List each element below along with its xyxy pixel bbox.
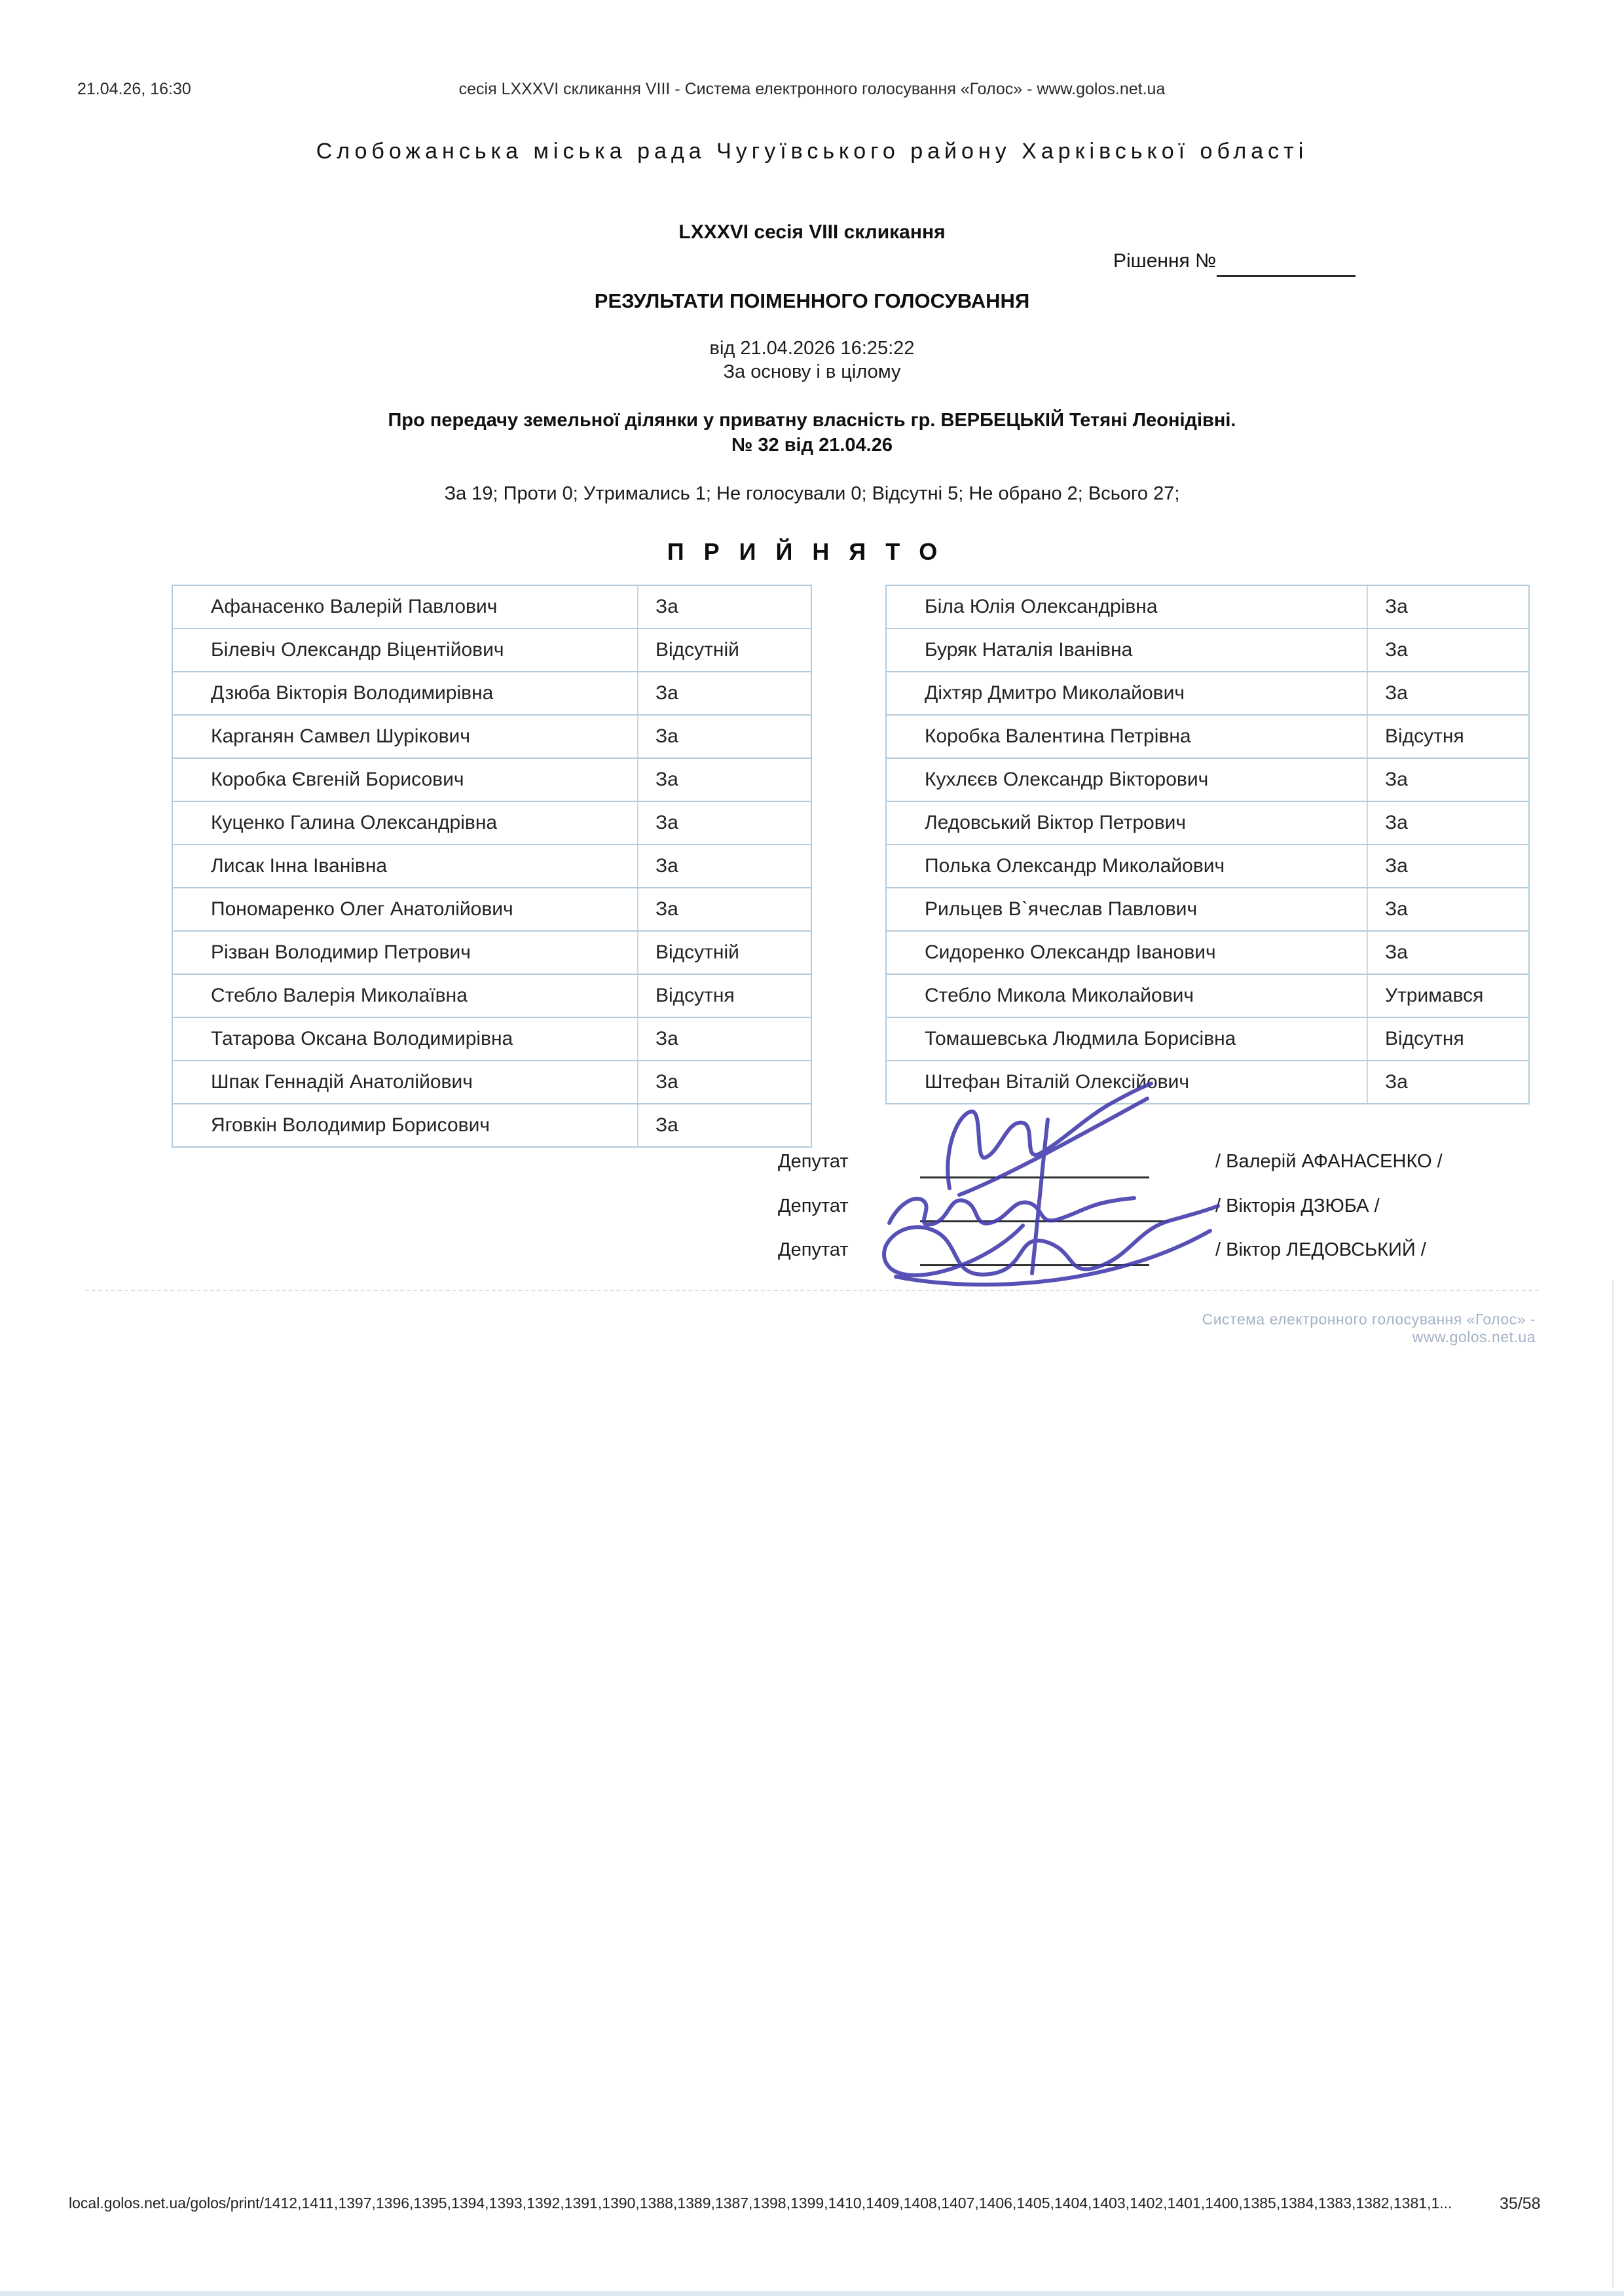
deputy-name: Куценко Галина Олександрівна [173, 802, 638, 844]
vote-value: За [655, 1071, 678, 1093]
deputy-name: Різван Володимир Петрович [173, 932, 638, 974]
table-row [887, 801, 1528, 844]
deputy-name: Афанасенко Валерій Павлович [173, 586, 638, 628]
deputy-name: Татарова Оксана Володимирівна [173, 1018, 638, 1060]
table-row [887, 628, 1528, 671]
table-row [173, 801, 811, 844]
table-row [173, 628, 811, 671]
vote-datetime: від 21.04.2026 16:25:22 [709, 338, 915, 359]
table-row [887, 974, 1528, 1017]
deputy-name: Сидоренко Олександр Іванович [887, 932, 1368, 974]
vote-table-right [885, 585, 1530, 1104]
decision-number-blank-line [1217, 275, 1356, 277]
deputy-name: Стебло Микола Миколайович [887, 975, 1368, 1017]
vote-value: За [655, 812, 678, 833]
vote-value: За [655, 855, 678, 877]
deputy-name: Томашевська Людмила Борисівна [887, 1018, 1368, 1060]
watermark-text: Система електронного голосування «Голос» - www.golos.net.ua [1202, 1311, 1536, 1345]
vote-value: За [1385, 1071, 1408, 1093]
deputy-name: Дзюба Вікторія Володимирівна [173, 672, 638, 714]
results-title: РЕЗУЛЬТАТИ ПОІМЕННОГО ГОЛОСУВАННЯ [594, 289, 1030, 312]
page-right-edge [1612, 1280, 1614, 2288]
vote-value: За [1385, 769, 1408, 790]
deputy-name: Кухлєєв Олександр Вікторович [887, 759, 1368, 801]
vote-value: Відсутній [655, 941, 739, 963]
deputy-name: Полька Олександр Миколайович [887, 845, 1368, 887]
deputy-name: Стебло Валерія Миколаївна [173, 975, 638, 1017]
totals-line: За 19; Проти 0; Утримались 1; Не голосували 0; Відсутні 5; Не обрано 2; Всього 27; [444, 483, 1180, 504]
header-session-info: сесія LXXXVI скликання VIII - Система електронного голосування «Голос» - www.golos.net.ua [458, 80, 1166, 98]
deputy-name: Штефан Віталій Олексійович [887, 1061, 1368, 1103]
deputy-role-label: Депутат [778, 1151, 849, 1172]
outcome-status: ПРИЙНЯТО [667, 538, 957, 565]
table-row [173, 974, 811, 1017]
table-row [173, 714, 811, 757]
separator-line [85, 1290, 1539, 1292]
vote-value: За [1385, 812, 1408, 833]
footer-page-number: 35/58 [1500, 2195, 1541, 2213]
deputy-name: Рильцев В`ячеслав Павлович [887, 888, 1368, 930]
vote-value: За [655, 1028, 678, 1049]
table-row [173, 887, 811, 930]
deputy-name: Біла Юлія Олександрівна [887, 586, 1368, 628]
vote-value: За [655, 769, 678, 790]
deputy-role-label: Депутат [778, 1239, 849, 1260]
deputy-name: Білевіч Олександр Віцентійович [173, 629, 638, 671]
vote-value: Утримався [1385, 985, 1484, 1006]
deputy-name: Пономаренко Олег Анатолійович [173, 888, 638, 930]
table-row [887, 586, 1528, 628]
deputy-name: Шпак Геннадій Анатолійович [173, 1061, 638, 1103]
session-title: LXXXVI сесія VIII скликання [678, 221, 946, 243]
page-bottom-edge [0, 2291, 1624, 2296]
signatory-name: / Вікторія ДЗЮБА / [1215, 1195, 1380, 1216]
signature-ink [851, 1074, 1244, 1290]
deputy-name: Коробка Євгеній Борисович [173, 759, 638, 801]
table-row [887, 714, 1528, 757]
table-row [173, 930, 811, 974]
deputy-name: Яговкін Володимир Борисович [173, 1104, 638, 1146]
vote-value: За [1385, 941, 1408, 963]
vote-basis: За основу і в цілому [723, 361, 901, 382]
vote-value: За [655, 1114, 678, 1136]
vote-value: За [1385, 596, 1408, 617]
vote-value: За [655, 596, 678, 617]
table-row [173, 844, 811, 887]
table-row [887, 930, 1528, 974]
subject-title: Про передачу земельної ділянки у приватну власність гр. ВЕРБЕЦЬКІЙ Тетяні Леонідівні. [388, 410, 1236, 431]
deputy-name: Діхтяр Дмитро Миколайович [887, 672, 1368, 714]
vote-value: Відсутня [1385, 1028, 1464, 1049]
table-row [887, 844, 1528, 887]
deputy-name: Буряк Наталія Іванівна [887, 629, 1368, 671]
signatory-name: / Віктор ЛЕДОВСЬКИЙ / [1215, 1239, 1426, 1260]
vote-value: За [1385, 898, 1408, 920]
vote-value: Відсутній [655, 639, 739, 661]
table-row [887, 1017, 1528, 1060]
deputy-name: Коробка Валентина Петрівна [887, 716, 1368, 757]
table-row [173, 671, 811, 714]
vote-value: За [1385, 855, 1408, 877]
table-row [887, 757, 1528, 801]
deputy-role-label: Депутат [778, 1195, 849, 1216]
table-row [173, 1103, 811, 1146]
org-title: Слобожанська міська рада Чугуївського району Харківської області [316, 139, 1308, 164]
vote-table-left [172, 585, 812, 1148]
table-row [887, 671, 1528, 714]
vote-value: За [655, 725, 678, 747]
vote-value: Відсутня [1385, 725, 1464, 747]
subject-number: № 32 від 21.04.26 [731, 435, 893, 456]
deputy-name: Карганян Самвел Шурікович [173, 716, 638, 757]
vote-value: За [655, 682, 678, 704]
table-row [173, 586, 811, 628]
table-row [173, 757, 811, 801]
footer-url: local.golos.net.ua/golos/print/1412,1411,1397,1396,1395,1394,1393,1392,1391,1390,1388,1389,1387,1398,1399,1410,1409,1408,1407,1406,1405,1404,1403,1402,1401,1400,1385,1384,1383,1382,1381,1... [69, 2195, 1452, 2212]
vote-value: За [1385, 682, 1408, 704]
deputy-name: Лисак Інна Іванівна [173, 845, 638, 887]
vote-value: Відсутня [655, 985, 735, 1006]
deputy-name: Ледовський Віктор Петрович [887, 802, 1368, 844]
table-row [887, 887, 1528, 930]
decision-number-label: Рішення № [1113, 250, 1217, 272]
vote-value: За [1385, 639, 1408, 661]
header-timestamp: 21.04.26, 16:30 [77, 80, 191, 98]
table-row [173, 1060, 811, 1103]
table-row [173, 1017, 811, 1060]
signatory-name: / Валерій АФАНАСЕНКО / [1215, 1151, 1443, 1172]
vote-value: За [655, 898, 678, 920]
